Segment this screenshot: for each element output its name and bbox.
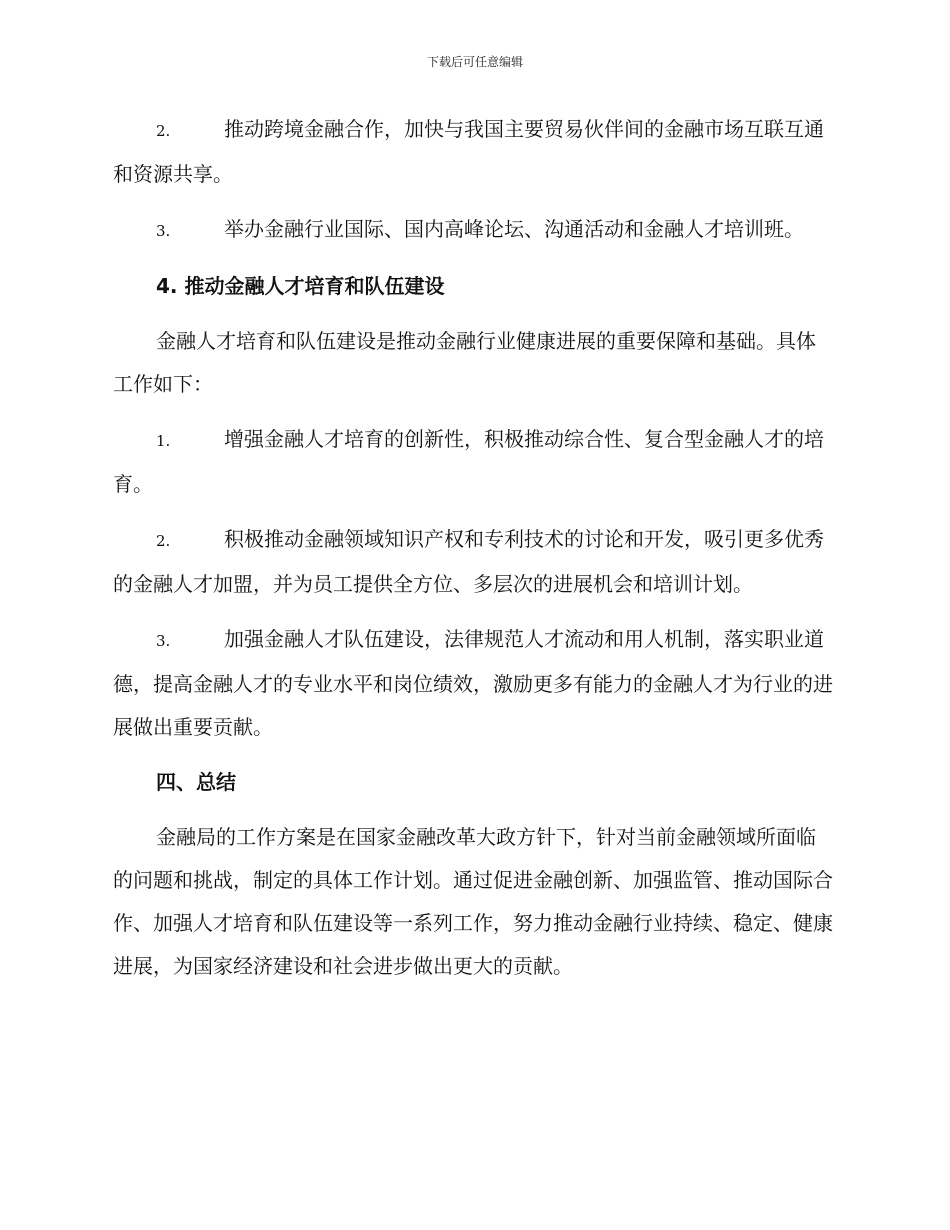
list-item — [113, 618, 833, 749]
section-heading: 四、总结 — [156, 770, 236, 794]
list-item-text: 推动跨境金融合作，加快与我国主要贸易伙伴间的金融市场互联互通和资源共享。 — [113, 117, 824, 186]
list-item-text: 加强金融人才队伍建设，法律规范人才流动和用人机制，落实职业道德，提高金融人才的专业水平和岗位绩效，激励更多有能力的金融人才为行业的进展做出重要贡献。 — [113, 627, 833, 739]
page-header: 下载后可任意编辑 — [426, 55, 523, 69]
list-item-number: 1. — [156, 432, 171, 450]
list-item-text: 积极推动金融领域知识产权和专利技术的讨论和开发，吸引更多优秀的金融人才加盟，并为员工提供全方位、多层次的进展机会和培训计划。 — [113, 527, 824, 596]
document-body — [113, 108, 833, 1000]
list-item-number: 3. — [156, 632, 171, 650]
section-heading: 4. 推动金融人才培育和队伍建设 — [156, 274, 445, 298]
list-item-text: 举办金融行业国际、国内高峰论坛、沟通活动和金融人才培训班。 — [224, 217, 804, 241]
list-item-text: 增强金融人才培育的创新性，积极推动综合性、复合型金融人才的培育。 — [113, 427, 824, 496]
list-item — [113, 418, 833, 506]
list-item-number: 2. — [156, 122, 171, 140]
list-item-number: 3. — [156, 222, 171, 240]
list-item — [113, 208, 833, 253]
list-item — [113, 518, 833, 606]
list-item-number: 2. — [156, 532, 171, 550]
summary-paragraph: 金融局的工作方案是在国家金融改革大政方针下，针对当前金融领域所面临的问题和挑战，制定的具体工作计划。通过促进金融创新、加强监管、推动国际合作、加强人才培育和队伍建设等一系列工作，努力推动金融行业持续、稳定、健康进展，为国家经济建设和社会进步做出更大的贡献。 — [113, 825, 833, 978]
list-item — [113, 108, 833, 196]
section-intro: 金融人才培育和队伍建设是推动金融行业健康进展的重要保障和基础。具体工作如下： — [113, 329, 816, 396]
